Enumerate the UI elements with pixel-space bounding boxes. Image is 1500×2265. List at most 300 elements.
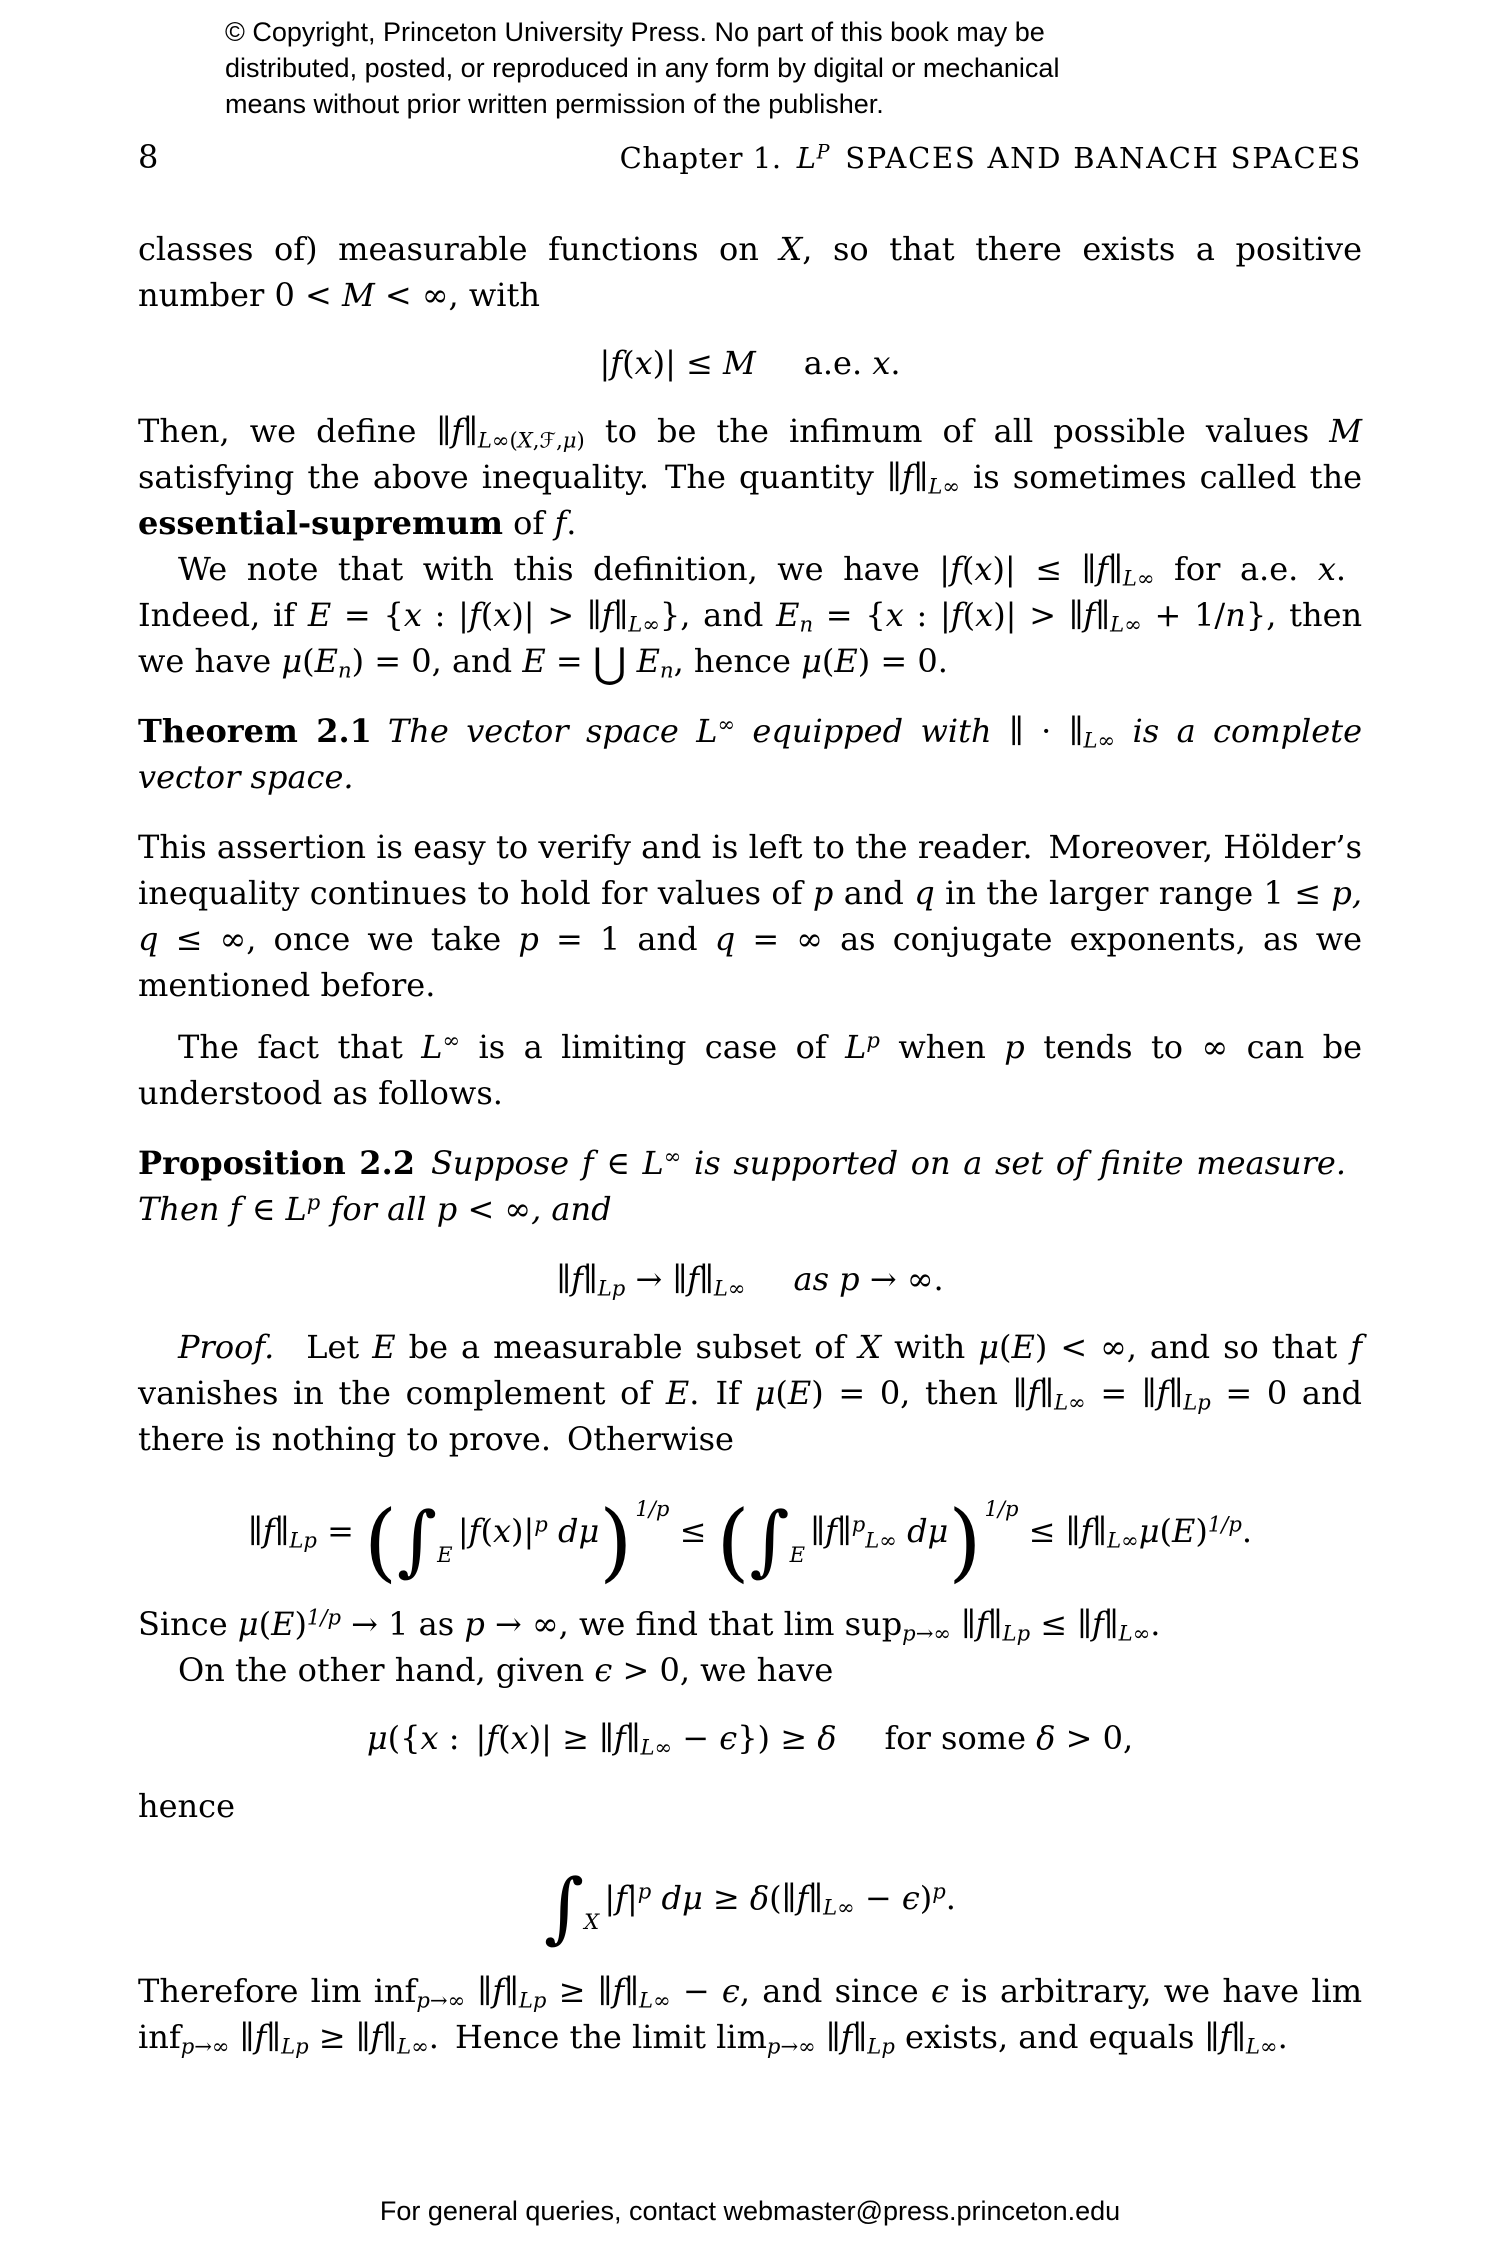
text-run: Let	[274, 1328, 373, 1366]
text-run: (∥	[769, 1879, 797, 1918]
text-run: −	[672, 1719, 720, 1758]
text-run: ∞	[879, 1527, 897, 1553]
text-run: (	[821, 642, 835, 680]
text-run	[746, 1260, 794, 1298]
text-run: L	[289, 1527, 304, 1553]
text-run: f	[613, 1719, 626, 1758]
text-run: x	[634, 344, 653, 382]
text-run: We note that with this definition, we have |	[178, 550, 951, 588]
text-run: (	[961, 550, 975, 588]
footer-text: For general queries, contact webmaster@press.princeton.edu	[379, 2196, 1121, 2226]
text-run: )| ≤	[652, 344, 724, 382]
text-run: L	[1083, 727, 1098, 753]
text-run: p	[518, 920, 539, 958]
text-run: equipped with	[735, 712, 1009, 750]
text-run: q	[714, 920, 736, 958]
text-run: Proposition 2.2	[138, 1144, 415, 1182]
display-equation	[138, 1256, 1362, 1302]
text-run: x	[885, 596, 904, 634]
text-run: essential-supremum	[138, 504, 503, 542]
text-run: L	[845, 1028, 867, 1066]
text-run: f	[1219, 2018, 1232, 2057]
text-run: as	[793, 1260, 840, 1298]
text-run: ≥	[702, 1879, 750, 1918]
text-run: , and since	[739, 1972, 931, 2011]
text-run: f	[486, 1719, 499, 1758]
text-run: ∥	[266, 2018, 282, 2057]
text-run: for some	[836, 1719, 1037, 1758]
text-run: . Hence the limit lim	[428, 2018, 767, 2057]
text-run: p	[902, 1620, 916, 1646]
text-run: f	[950, 596, 963, 634]
text-run: p	[766, 2033, 781, 2059]
text-run: ∥	[913, 458, 929, 496]
paragraph	[138, 1968, 1362, 2060]
paragraph	[138, 1647, 1362, 1693]
text-run: L	[518, 1987, 533, 2013]
text-run: X	[517, 427, 533, 453]
text-run: ∥	[465, 1972, 493, 2011]
text-run: ∫	[397, 1496, 438, 1586]
text-run: )	[576, 427, 585, 453]
text-run: , so that there exists a positive number 0 <	[138, 230, 1363, 314]
text-run: p	[932, 1878, 946, 1904]
text-run: in the larger range 1 ≤	[934, 874, 1332, 912]
text-run: n	[1225, 596, 1246, 634]
text-run: ∥	[582, 1260, 598, 1298]
text-run: μ	[1138, 1512, 1160, 1550]
text-run: ∞	[653, 1987, 671, 2013]
text-run: ∥	[504, 1972, 519, 2011]
text-run: ∥	[1168, 1374, 1184, 1412]
text-run: ) < ∞, and so that	[1034, 1328, 1351, 1366]
text-run: f	[370, 2018, 383, 2057]
text-run: = 1 and	[538, 920, 715, 958]
text-run: a.e.	[755, 344, 873, 382]
text-run: ∥	[274, 1512, 290, 1550]
copyright-line: distributed, posted, or reproduced in any form by digital or mechanical	[225, 53, 1060, 83]
text-run: 1/p	[306, 1604, 341, 1630]
text-run: L	[1002, 1620, 1017, 1646]
text-run: ∞	[411, 2033, 429, 2059]
text-run: is a complete vector space.	[138, 712, 1363, 796]
text-run: f	[840, 2018, 853, 2057]
text-run: p	[812, 874, 834, 912]
text-run: ∥	[613, 596, 629, 634]
text-run: E	[636, 642, 660, 680]
text-run: )| > ∥	[993, 596, 1084, 634]
text-run: ) = 0, and	[351, 642, 523, 680]
text-run: )	[948, 1491, 982, 1591]
text-run: p	[436, 1190, 458, 1228]
text-run: ∫	[544, 1863, 585, 1953]
text-run: f	[610, 344, 623, 382]
text-run: L	[281, 2033, 296, 2059]
text-run: f	[1080, 1512, 1093, 1550]
text-run: p	[1016, 1620, 1031, 1646]
text-run: ϵ	[594, 1651, 613, 1690]
text-run: f	[1096, 550, 1109, 588]
text-run: ∈	[593, 1144, 643, 1182]
text-run: M	[1329, 412, 1362, 450]
text-run: ∥	[699, 1260, 714, 1298]
text-run: The vector space	[387, 712, 697, 750]
text-run: x	[492, 1512, 511, 1550]
text-run: p	[532, 1987, 547, 2013]
text-run: ϵ	[901, 1879, 920, 1918]
text-run: x	[420, 1719, 439, 1758]
text-run: .	[1150, 1605, 1161, 1644]
text-run: ∥	[625, 1719, 641, 1758]
paragraph	[138, 1024, 1362, 1116]
text-run: E	[665, 1374, 690, 1412]
text-run: n	[799, 611, 814, 637]
text-run: → 1 as	[340, 1605, 465, 1644]
page-footer	[0, 2196, 1500, 2227]
text-run: ∞	[1132, 1620, 1151, 1646]
text-run: )| ≤ ∥	[992, 550, 1097, 588]
display-equation	[138, 1491, 1362, 1591]
text-run: ∞	[442, 1027, 461, 1053]
text-run: ∞	[942, 473, 960, 499]
text-run: be a measurable subset of	[395, 1328, 859, 1366]
text-run: f	[554, 504, 567, 542]
text-run: −	[670, 1972, 722, 2011]
text-run: L	[823, 1894, 838, 1920]
text-run: ∥	[463, 412, 478, 450]
text-run: ∞	[663, 1143, 682, 1169]
text-run: .	[945, 1879, 956, 1918]
text-run: dμ	[661, 1879, 703, 1918]
paragraph	[138, 546, 1363, 687]
text-run: q	[914, 874, 935, 912]
text-run: L	[713, 1275, 728, 1301]
copyright-notice	[225, 14, 1059, 122]
text-run: f	[825, 1512, 837, 1550]
page-number: 8	[138, 138, 159, 176]
text-run: < ∞, and	[457, 1190, 612, 1228]
text-run: )	[599, 1491, 633, 1591]
text-run: ⋃	[592, 638, 627, 687]
text-run: 1/p	[1207, 1511, 1242, 1537]
text-run: x	[872, 344, 891, 382]
text-run: ∥	[1095, 596, 1111, 634]
text-run: −	[854, 1879, 902, 1918]
text-run: 1/p	[635, 1495, 670, 1521]
text-run: E	[787, 1374, 812, 1412]
text-run: →∞	[780, 2033, 816, 2059]
text-run	[830, 141, 845, 175]
text-run: ϵ	[719, 1719, 738, 1758]
display-equation	[138, 340, 1362, 386]
text-run: f	[615, 1879, 627, 1918]
text-run: ∥	[247, 1512, 263, 1550]
text-run: x	[975, 596, 994, 634]
text-run: ∞	[717, 711, 736, 737]
text-run: f	[612, 1972, 625, 2011]
text-run: X	[584, 1909, 600, 1935]
text-run: →∞	[429, 1987, 466, 2013]
text-run: 1/p	[984, 1495, 1019, 1521]
text-run: L	[397, 2033, 412, 2059]
text-run: L	[796, 141, 817, 175]
text-run: }) ≥	[737, 1719, 818, 1758]
text-run: satisfying the above inequality. The quantity ∥	[138, 458, 902, 496]
text-run: is a limiting case of	[460, 1028, 846, 1066]
text-run: f	[901, 458, 914, 496]
text-run: ∞	[654, 1734, 673, 1760]
text-run: |	[457, 1512, 469, 1550]
text-run: )	[919, 1879, 933, 1918]
text-run: ∥	[836, 1512, 852, 1550]
text-run: = ∥	[1085, 1374, 1157, 1412]
text-run: ) = 0, then ∥	[811, 1374, 1028, 1412]
text-run: μ	[978, 1328, 999, 1366]
text-run: E	[1171, 1512, 1196, 1550]
text-run: .	[566, 504, 577, 542]
text-run: →∞	[194, 2033, 230, 2059]
text-run: n	[659, 657, 674, 683]
text-run: ∞	[1124, 611, 1142, 637]
paragraph	[138, 824, 1362, 1008]
text-run: tends to ∞ can be understood as follows.	[138, 1028, 1363, 1112]
text-run: (	[480, 596, 494, 634]
text-run: ∥	[229, 2018, 255, 2057]
text-run: ∥	[1103, 1605, 1119, 1644]
text-run: with	[881, 1328, 979, 1366]
text-run: Proof.	[178, 1328, 275, 1366]
text-run: ∞	[1097, 727, 1116, 753]
copyright-line: © Copyright, Princeton University Press. No part of this book may be	[225, 17, 1045, 47]
text-run: > 0, we have	[612, 1651, 834, 1690]
text-run: μ	[754, 1374, 776, 1412]
text-run: ∞	[1068, 1389, 1086, 1415]
text-run: ∥	[987, 1605, 1003, 1644]
text-run: < ∞, with	[374, 276, 540, 314]
text-run: = ∞ as conjugate exponents, as we mentioned before.	[138, 920, 1363, 1004]
text-run: → ∥	[625, 1260, 688, 1298]
text-run: f	[254, 2018, 267, 2057]
text-run: → ∞.	[859, 1260, 944, 1298]
text-run: L	[1110, 611, 1125, 637]
text-run: p	[303, 1527, 317, 1553]
text-run: , hence	[673, 642, 802, 680]
paragraph	[138, 708, 1362, 800]
text-run: )|	[511, 1512, 535, 1550]
text-run: f	[950, 550, 962, 588]
text-run: L	[642, 1144, 664, 1182]
text-run: E	[776, 596, 800, 634]
text-run: f	[581, 1144, 594, 1182]
text-run: L	[628, 611, 643, 637]
text-run: ∥	[382, 2018, 398, 2057]
text-run: This assertion is easy to verify and is left to the reader. Moreover, Hölder’s inequality continues to hold for values of	[138, 828, 1362, 912]
text-run: f	[492, 1972, 505, 2011]
display-equation	[138, 1863, 1362, 1953]
text-run: p	[839, 1260, 860, 1298]
text-run: . Indeed, if	[138, 550, 1363, 634]
text-run: p	[1004, 1028, 1025, 1066]
text-run: E	[522, 642, 546, 680]
text-run: for a.e.	[1154, 550, 1318, 588]
text-run: x	[1317, 550, 1336, 588]
text-run: f	[571, 1260, 583, 1298]
text-run: f	[451, 412, 464, 450]
text-run	[372, 712, 388, 750]
text-run: Suppose	[430, 1144, 582, 1182]
text-run: p	[464, 1605, 485, 1644]
text-run: = {	[331, 596, 404, 634]
text-run: }, and	[659, 596, 777, 634]
text-run: (	[302, 642, 315, 680]
paragraph	[138, 408, 1362, 546]
text-run: x	[974, 550, 993, 588]
text-run: (	[498, 1719, 511, 1758]
text-run: E	[1011, 1328, 1035, 1366]
text-run: L	[865, 1527, 880, 1553]
text-run: p	[1197, 1389, 1211, 1415]
text-run: ≥ ∥	[308, 2018, 371, 2057]
text-run: p	[866, 1027, 880, 1053]
text-run: M	[723, 344, 756, 382]
text-run: classes of) measurable functions on	[138, 230, 780, 268]
text-run: }, then we have	[138, 596, 1363, 680]
page-body	[138, 226, 1362, 2060]
text-run: f	[262, 1512, 275, 1550]
paragraph	[138, 226, 1362, 318]
text-run: L	[640, 1734, 655, 1760]
text-run	[651, 1879, 661, 1917]
text-run: p	[180, 2033, 195, 2059]
text-run: (	[716, 1491, 750, 1591]
text-run: of	[502, 504, 555, 542]
text-run: E	[314, 642, 339, 680]
text-run: →∞	[915, 1620, 951, 1646]
text-run: f	[1156, 1374, 1169, 1412]
text-run: ϵ	[721, 1972, 740, 2011]
text-run: μ	[366, 1719, 388, 1758]
text-run: p	[306, 1189, 321, 1215]
text-run: Therefore lim inf	[138, 1972, 417, 2011]
text-run: E	[437, 1542, 453, 1568]
text-run: L	[1183, 1389, 1198, 1415]
text-run: : |	[903, 596, 951, 634]
text-run: : |	[421, 596, 469, 634]
text-run: hence	[138, 1787, 236, 1826]
text-run: M	[341, 276, 375, 314]
text-run: =	[545, 642, 593, 680]
text-run: (	[480, 1512, 493, 1550]
text-run: f	[1350, 1328, 1363, 1366]
text-run: f	[1083, 596, 1096, 634]
text-run: ,ℱ,	[532, 427, 563, 453]
text-run: δ	[749, 1879, 770, 1918]
text-run: E	[372, 1328, 396, 1366]
text-run: (	[364, 1491, 398, 1591]
text-run: (	[999, 1328, 1012, 1366]
text-run: SPACES AND BANACH SPACES	[845, 141, 1362, 175]
text-run: p, q	[138, 874, 1363, 958]
text-run: ≥ ∥	[546, 1972, 613, 2011]
text-run: p	[416, 1987, 430, 2013]
text-run: |	[627, 1879, 638, 1918]
text-run: ≤	[669, 1512, 717, 1550]
text-run: ({	[387, 1719, 421, 1758]
text-run: L	[1118, 1620, 1133, 1646]
text-run: p	[534, 1511, 548, 1537]
text-run: f	[229, 1190, 242, 1228]
text-run: ∥	[1231, 2018, 1246, 2057]
text-run: is supported on a set of finite measure. Then	[138, 1144, 1363, 1228]
text-run: .	[890, 344, 901, 382]
paragraph	[138, 1324, 1362, 1462]
text-run: |	[599, 344, 611, 382]
text-run: ∥	[808, 1879, 824, 1918]
text-run: Theorem 2.1	[138, 712, 372, 750]
text-run: + 1/	[1141, 596, 1226, 634]
text-run: =	[316, 1512, 365, 1550]
text-run: (	[622, 344, 635, 382]
text-run: ∥	[950, 1605, 976, 1644]
text-run: L	[639, 1987, 654, 2013]
text-run: )	[1195, 1512, 1208, 1550]
text-run: for all	[320, 1190, 437, 1228]
text-run: ∥ · ∥	[1008, 712, 1084, 750]
text-run: ∥	[852, 2018, 868, 2057]
text-run: f	[796, 1879, 809, 1918]
text-run: ∥	[1039, 1374, 1055, 1412]
text-run: . If	[689, 1374, 755, 1412]
text-run: )| ≥ ∥	[528, 1719, 614, 1758]
text-run: ϵ	[930, 1972, 949, 2011]
text-run: E	[271, 1605, 295, 1644]
text-run: μ	[237, 1605, 259, 1644]
text-run: p	[295, 2033, 309, 2059]
text-run	[897, 1512, 907, 1550]
text-run: ∞	[727, 1275, 746, 1301]
text-run: ) = 0.	[857, 642, 948, 680]
text-run: (	[775, 1374, 788, 1412]
paragraph	[138, 1601, 1362, 1647]
text-run: (	[258, 1605, 272, 1644]
text-run: to be the infimum of all possible values	[584, 412, 1330, 450]
text-run: L	[1245, 2033, 1260, 2059]
text-run: L	[477, 427, 492, 453]
text-run: L	[597, 1275, 612, 1301]
text-run	[626, 642, 636, 680]
text-run: L	[867, 2033, 882, 2059]
text-run: ∞(	[491, 427, 518, 453]
text-run: L	[696, 712, 718, 750]
text-run: f	[1027, 1374, 1040, 1412]
text-run	[415, 1144, 431, 1182]
text-run: f	[687, 1260, 700, 1298]
text-run: μ	[281, 642, 303, 680]
text-run: X	[858, 1328, 882, 1366]
text-run: δ	[1036, 1719, 1056, 1758]
text-run: → ∞, we find that lim sup	[484, 1605, 903, 1644]
text-run: .	[1277, 2018, 1288, 2057]
text-run: ∥	[1092, 1512, 1108, 1550]
text-run: μ	[562, 427, 577, 453]
text-run: L	[1054, 1389, 1069, 1415]
text-run: : |	[438, 1719, 487, 1758]
text-run: when	[879, 1028, 1005, 1066]
text-run: )| > ∥	[511, 596, 602, 634]
text-run: .	[1241, 1512, 1253, 1550]
text-run: ≤ ∞, once we take	[158, 920, 519, 958]
text-run: L	[1122, 565, 1137, 591]
